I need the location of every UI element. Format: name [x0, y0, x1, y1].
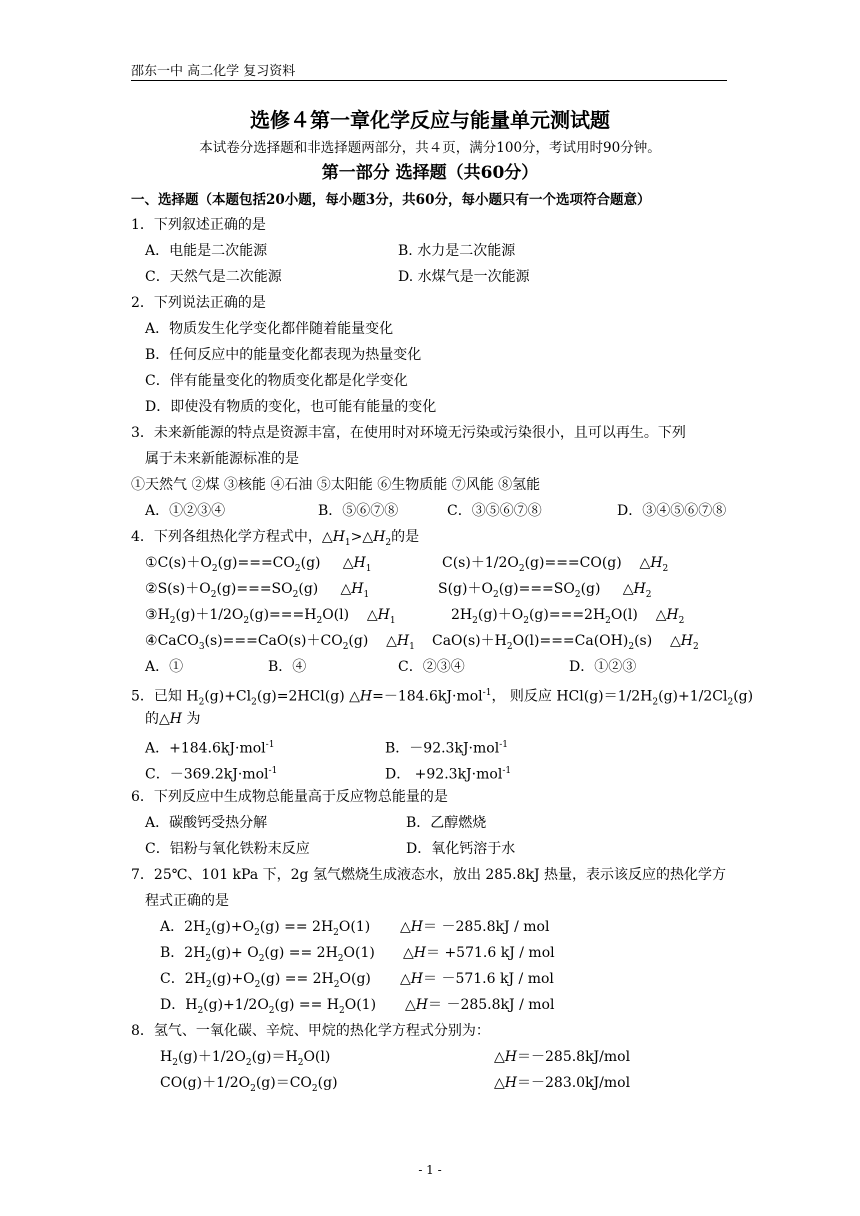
q5-stem-line2: 的△H 为 [145, 711, 201, 727]
q2-option-d: D．即使没有物质的变化，也可能有能量的变化 [145, 399, 437, 415]
page-number: - 1 - [418, 1163, 442, 1177]
q7-option-d-eq: D．$H_2(g)+1/2O_2(g) == H_2O(1)$ [160, 997, 377, 1016]
q7-option-a-dh: △H＝ －285.8kJ / mol [400, 919, 550, 935]
q2-stem: 2．下列说法正确的是 [131, 295, 266, 311]
q2-option-b: B．任何反应中的能量变化都表现为热量变化 [145, 347, 422, 363]
part-title: 第一部分 选择题（共60分） [321, 163, 539, 183]
q4-group4-eq1: $④CaCO_3(s)===CaO(s)+CO_2(g)$ $\triangle H_1$ [145, 633, 415, 652]
q7-option-c-eq: C．$2H_2(g)+O_2(g) == 2H_2O(g)$ [160, 971, 371, 990]
q8-eq2-dh: △H＝－283.0kJ/mol [494, 1075, 631, 1091]
q7-option-a-eq: A．$2H_2(g)+O_2(g) == 2H_2O(1)$ [160, 919, 371, 938]
q6-stem: 6．下列反应中生成物总能量高于反应物总能量的是 [131, 789, 448, 805]
q3-option-a: A．①②③④ [145, 503, 226, 519]
q4-group2-eq1: $②S(s)+O_2(g)===SO_2(g)$ $\triangle H_1$ [145, 581, 370, 600]
q8-stem: 8．氢气、一氧化碳、辛烷、甲烷的热化学方程式分别为： [131, 1023, 490, 1039]
q3-option-c: C．③⑤⑥⑦⑧ [447, 503, 542, 519]
section-title: 一、选择题（本题包括20小题，每小题3分，共60分，每小题只有一个选项符合题意） [131, 192, 651, 208]
q2-option-c: C．伴有能量变化的物质变化都是化学变化 [145, 373, 408, 389]
page-header: 邵东一中 高二化学 复习资料 [131, 64, 296, 79]
q5-option-a: A．+184.6kJ·mol$^{-1}$ [145, 740, 275, 757]
q1-option-a: A．电能是二次能源 [145, 243, 268, 259]
q3-option-d: D．③④⑤⑥⑦⑧ [617, 503, 727, 519]
q5-option-d: D． +92.3kJ·mol$^{-1}$ [385, 766, 512, 783]
q4-group1-eq2: $C(s)+1/2O_2(g)===CO(g)$ $\triangle H_2$ [442, 555, 669, 574]
q4-option-a: A．① [145, 659, 184, 675]
q3-stem-line1: 3．未来新能源的特点是资源丰富，在使用时对环境无污染或污染很小，且可以再生。下列 [131, 425, 686, 441]
q7-option-c-dh: △H＝ －571.6 kJ / mol [400, 971, 554, 987]
q4-option-d: D．①②③ [569, 659, 637, 675]
q8-eq2: $CO(g)+1/2O_2(g)=CO_2(g)$ [160, 1075, 338, 1094]
q6-option-d: D．氧化钙溶于水 [406, 841, 516, 857]
q3-energy-list: ①天然气 ②煤 ③核能 ④石油 ⑤太阳能 ⑥生物质能 ⑦风能 ⑧氢能 [131, 477, 541, 493]
q1-option-c: C．天然气是二次能源 [145, 269, 282, 285]
q4-stem: 4．下列各组热化学方程式中，$\triangle H_1>\triangle H_2$的是 [131, 529, 420, 548]
q7-option-b-eq: B．$2H_2(g)+ O_2(g) == 2H_2O(1)$ [160, 945, 375, 964]
q3-stem-line2: 属于未来新能源标准的是 [145, 451, 299, 467]
q7-stem-line2: 程式正确的是 [145, 893, 229, 909]
page-title: 选修４第一章化学反应与能量单元测试题 [250, 108, 610, 132]
q5-option-b: B．－92.3kJ·mol$^{-1}$ [385, 740, 508, 757]
q4-group3-eq1: $③H_2(g)+1/2O_2(g)===H_2O(l)$ $\triangle H_1$ [145, 607, 396, 626]
q8-eq1: $H_2(g)+1/2O_2(g)=H_2O(l)$ [160, 1049, 331, 1068]
q2-option-a: A．物质发生化学变化都伴随着能量变化 [145, 321, 394, 337]
q3-option-b: B．⑤⑥⑦⑧ [318, 503, 399, 519]
q4-group1-eq1: $①C(s)+O_2(g)===CO_2(g)$ $\triangle H_1$ [145, 555, 372, 574]
q6-option-c: C．铝粉与氧化铁粉末反应 [145, 841, 310, 857]
q6-option-a: A．碳酸钙受热分解 [145, 815, 268, 831]
q1-option-b: B. 水力是二次能源 [398, 243, 516, 259]
q4-group4-eq2: $CaO(s)+H_2O(l)===Ca(OH)_2(s)$ $\triangle H_2$ [432, 633, 699, 652]
header-rule [131, 80, 727, 81]
q4-option-b: B．④ [268, 659, 307, 675]
q1-option-d: D. 水煤气是一次能源 [398, 269, 530, 285]
q5-option-c: C．－369.2kJ·mol$^{-1}$ [145, 766, 278, 783]
q7-stem-line1: 7．25℃、101 kPa 下，2g 氢气燃烧生成液态水，放出 285.8kJ 热量，表示该反应的热化学方 [131, 867, 727, 883]
q6-option-b: B．乙醇燃烧 [406, 815, 487, 831]
q4-group3-eq2: $2H_2(g)+O_2(g)===2H_2O(l)$ $\triangle H_2$ [451, 607, 685, 626]
q4-option-c: C．②③④ [398, 659, 465, 675]
q1-stem: 1．下列叙述正确的是 [131, 217, 266, 233]
q4-group2-eq2: $S(g)+O_2(g)===SO_2(g)$ $\triangle H_2$ [438, 581, 652, 600]
exam-intro: 本试卷分选择题和非选择题两部分，共４页，满分100分，考试用时90分钟。 [199, 140, 661, 156]
q8-eq1-dh: △H＝－285.8kJ/mol [494, 1049, 631, 1065]
q5-stem-line1: 5．已知 $H_2(g)+Cl_2(g)=2HCl(g)$ △H=－184.6kJ·mol$^{-1}$， 则反应 $HCl(g)=1/2H_2(g)+1/2Cl_2(g)$ [131, 688, 754, 708]
q7-option-d-dh: △H＝ －285.8kJ / mol [405, 997, 555, 1013]
q7-option-b-dh: △H＝ +571.6 kJ / mol [403, 945, 555, 961]
